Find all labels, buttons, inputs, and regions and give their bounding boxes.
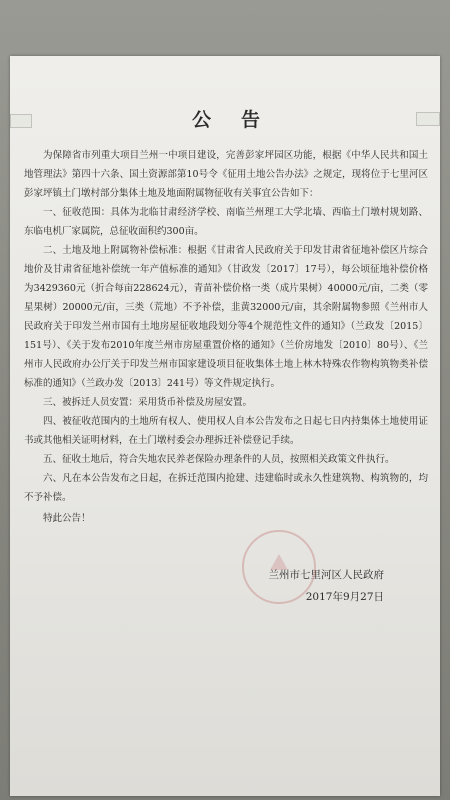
notice-closing: 特此公告！ <box>43 513 91 524</box>
notice-intro: 为保障省市列重大项目兰州一中项目建设，完善彭家坪园区功能，根据《中华人民共和国土地管理法》第四十六条、国土资源部第10号令《征用土地公告办法》之规定，现将位于七里河区彭家坪镇土门墩村部分集体土地及地面附属物征收有关事宜公告如下： <box>24 150 428 199</box>
notice-item-4: 四、被征收范围内的土地所有权人、使用权人自本公告发布之日起七日内持集体土地使用证书或其他相关证明材料，在土门墩村委会办理拆迁补偿登记手续。 <box>24 416 428 446</box>
notice-content <box>24 60 428 608</box>
issuer-name: 兰州市七里河区人民政府 <box>268 569 384 581</box>
issue-date: 2017年9月27日 <box>305 591 384 603</box>
notice-item-1: 一、征收范围：具体为北临甘肃经济学校、南临兰州理工大学北墙、西临土门墩村规划路、东临电机厂家属院，总征收面积约300亩。 <box>24 207 428 237</box>
signature-block <box>24 564 428 608</box>
notice-item-6: 六、凡在本公告发布之日起，在拆迁范围内抢建、违建临时或永久性建筑物、构筑物的，均不予补偿。 <box>24 473 428 503</box>
notice-item-2: 二、土地及地上附属物补偿标准：根据《甘肃省人民政府关于印发甘肃省征地补偿区片综合地价及甘肃省征地补偿统一年产值标准的通知》（甘政发〔2017〕17号），每公顷征地补偿价格为3429360元（折合每亩228624元），青苗补偿价格一类（成片果树）40000元/亩，二类（零星果树）20000元/亩，三类（荒地）不予补偿，韭黄32000元/亩，其余附属物参照《兰州市人民政府关于印发兰州市国有土地房屋征收地段划分等4个规范性文件的通知》（兰政发〔2015〕151号）、《关于发布2010年度兰州市房屋重置价格的通知》（兰价房地发〔2010〕80号）、《兰州市人民政府办公厅关于印发兰州市国家建设项目征收集体土地上林木特殊农作物构筑物类补偿标准的通知》（兰政办发〔2013〕241号）等文件规定执行。 <box>24 245 428 389</box>
notice-item-5: 五、征收土地后，符合失地农民养老保险办理条件的人员，按照相关政策文件执行。 <box>43 454 395 465</box>
official-seal <box>242 530 316 604</box>
notice-title: 公告 <box>191 109 290 131</box>
notice-item-3: 三、被拆迁人员安置：采用货币补偿及房屋安置。 <box>43 397 253 408</box>
